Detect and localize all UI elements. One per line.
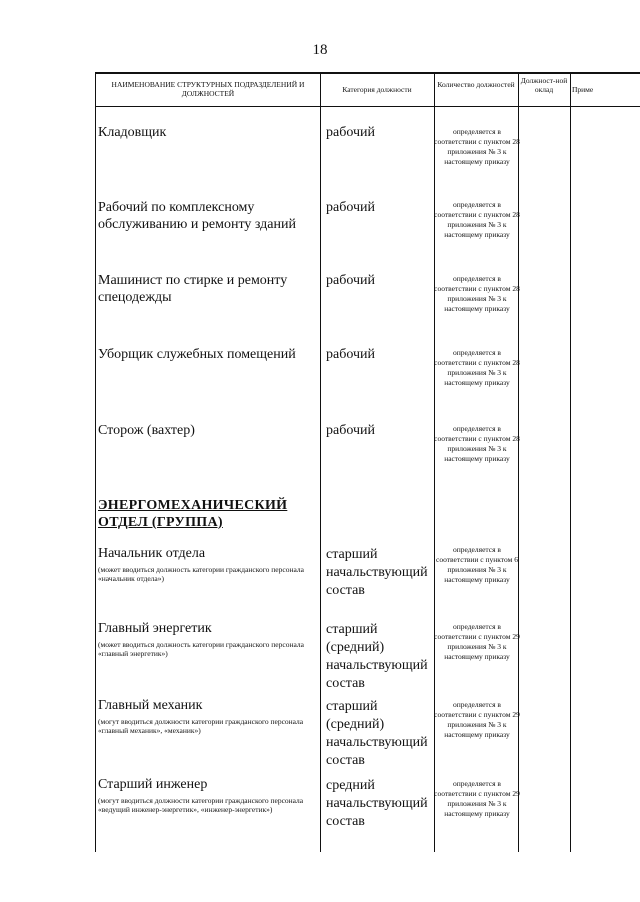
row-quantity: определяется в соответствии с пунктом 29 приложения № 3 к настоящему приказу — [434, 622, 520, 661]
header-category: Категория должности — [342, 85, 412, 94]
col-border — [320, 72, 321, 852]
header-salary: Должност-ной оклад — [520, 76, 568, 94]
row-category: средний начальствующий состав — [326, 778, 428, 829]
row-name: Кладовщик — [98, 125, 167, 140]
row-note: (может вводиться должность категории гражданского персонала «начальник отдела») — [98, 565, 304, 583]
row-category: рабочий — [326, 273, 375, 288]
row-quantity: определяется в соответствии с пунктом 29 приложения № 3 к настоящему приказу — [434, 779, 520, 818]
row-quantity: определяется в соответствии с пунктом 28 приложения № 3 к настоящему приказу — [434, 424, 520, 463]
header-note: Приме — [572, 85, 594, 94]
row-name: Машинист по стирке и ремонту спецодежды — [98, 273, 288, 305]
col-border — [570, 72, 571, 852]
row-name: Главный механик (могут вводиться должности категории гражданского персонала «главный механик», «механик») — [98, 697, 313, 735]
row-note: (может вводиться должность категории гражданского персонала «главный энергетик») — [98, 640, 304, 658]
row-name: Рабочий по комплексному обслуживанию и ремонту зданий — [98, 200, 296, 232]
page-number: 18 — [312, 42, 328, 58]
row-name: Сторож (вахтер) — [98, 423, 195, 438]
row-quantity: определяется в соответствии с пунктом 6 приложения № 3 к настоящему приказу — [436, 545, 518, 584]
header-quantity: Количество должностей — [437, 80, 515, 89]
row-note: (могут вводиться должности категории гражданского персонала «главный механик», «механик») — [98, 717, 304, 735]
row-name: Главный энергетик (может вводиться должность категории гражданского персонала «главный энергетик») — [98, 620, 313, 658]
row-name: Уборщик служебных помещений — [98, 347, 296, 362]
table-header-rule — [95, 106, 640, 107]
row-quantity: определяется в соответствии с пунктом 28 приложения № 3 к настоящему приказу — [434, 274, 520, 313]
row-category: рабочий — [326, 423, 375, 438]
row-note: (могут вводиться должности категории гражданского персонала «ведущий инженер-энергетик», «инженер-энергетик») — [98, 796, 304, 814]
row-quantity: определяется в соответствии с пунктом 29 приложения № 3 к настоящему приказу — [434, 700, 520, 739]
row-category: старший (средний) начальствующий состав — [326, 699, 428, 768]
section-title: ЭНЕРГОМЕХАНИЧЕСКИЙ ОТДЕЛ (ГРУППА) — [98, 498, 288, 530]
row-category: рабочий — [326, 200, 375, 215]
row-name: Старший инженер (могут вводиться должности категории гражданского персонала «ведущий инженер-энергетик», «инженер-энергетик») — [98, 776, 313, 814]
row-name: Начальник отдела (может вводиться должность категории гражданского персонала «начальник отдела») — [98, 545, 313, 583]
row-category: старший (средний) начальствующий состав — [326, 622, 428, 691]
row-quantity: определяется в соответствии с пунктом 28 приложения № 3 к настоящему приказу — [434, 348, 520, 387]
row-category: старший начальствующий состав — [326, 547, 428, 598]
row-category: рабочий — [326, 347, 375, 362]
row-category: рабочий — [326, 125, 375, 140]
table-top-rule — [95, 72, 640, 74]
row-quantity: определяется в соответствии с пунктом 28 приложения № 3 к настоящему приказу — [434, 200, 520, 239]
col-border — [95, 72, 96, 852]
header-name: НАИМЕНОВАНИЕ СТРУКТУРНЫХ ПОДРАЗДЕЛЕНИЙ И ДОЛЖНОСТЕЙ — [111, 80, 305, 98]
row-quantity: определяется в соответствии с пунктом 28 приложения № 3 к настоящему приказу — [434, 127, 520, 166]
